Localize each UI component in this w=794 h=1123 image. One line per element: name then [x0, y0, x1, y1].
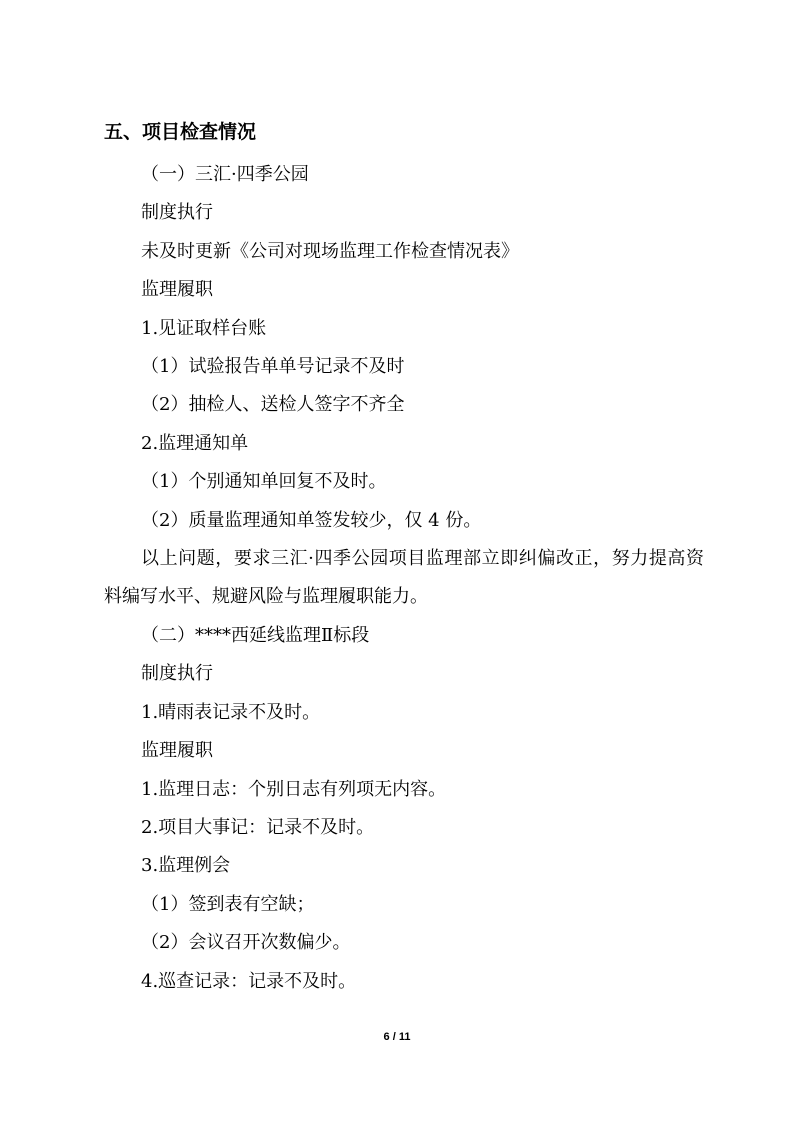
page-number: 6 / 11: [383, 1031, 411, 1043]
section-heading: 五、项目检查情况: [104, 121, 257, 143]
sub-item: （2）会议召开次数偏少。: [141, 932, 351, 954]
category-label: 监理履职: [141, 279, 213, 301]
subsection-title: （二）****西延线监理Ⅱ标段: [141, 624, 370, 646]
numbered-item: 1.监理日志：个别日志有列项无内容。: [141, 778, 447, 800]
sub-item: （1）试验报告单单号记录不及时: [141, 356, 405, 378]
numbered-item: 2.监理通知单: [141, 432, 249, 454]
sub-item: （2）质量监理通知单签发较少，仅 4 份。: [141, 509, 482, 531]
category-label: 监理履职: [141, 740, 213, 762]
subsection-title: （一）三汇·四季公园: [141, 164, 309, 185]
sub-item: （1）个别通知单回复不及时。: [141, 471, 387, 493]
requirement-paragraph: 以上问题，要求三汇·四季公园项目监理部立即纠偏改正，努力提高资料编写水平、规避风险与监理履职能力。: [104, 548, 704, 608]
finding-item: 未及时更新《公司对现场监理工作检查情况表》: [141, 240, 519, 262]
category-label: 制度执行: [141, 663, 213, 685]
numbered-item: 2.项目大事记：记录不及时。: [141, 816, 375, 838]
numbered-item: 1.见证取样台账: [141, 317, 267, 339]
numbered-item: 1.晴雨表记录不及时。: [141, 701, 321, 723]
numbered-item: 3.监理例会: [141, 855, 231, 877]
body-text: [104, 156, 704, 1001]
category-label: 制度执行: [141, 202, 213, 224]
sub-item: （2）抽检人、送检人签字不齐全: [141, 394, 405, 416]
numbered-item: 4.巡查记录：记录不及时。: [141, 970, 357, 992]
sub-item: （1）签到表有空缺；: [141, 893, 315, 915]
